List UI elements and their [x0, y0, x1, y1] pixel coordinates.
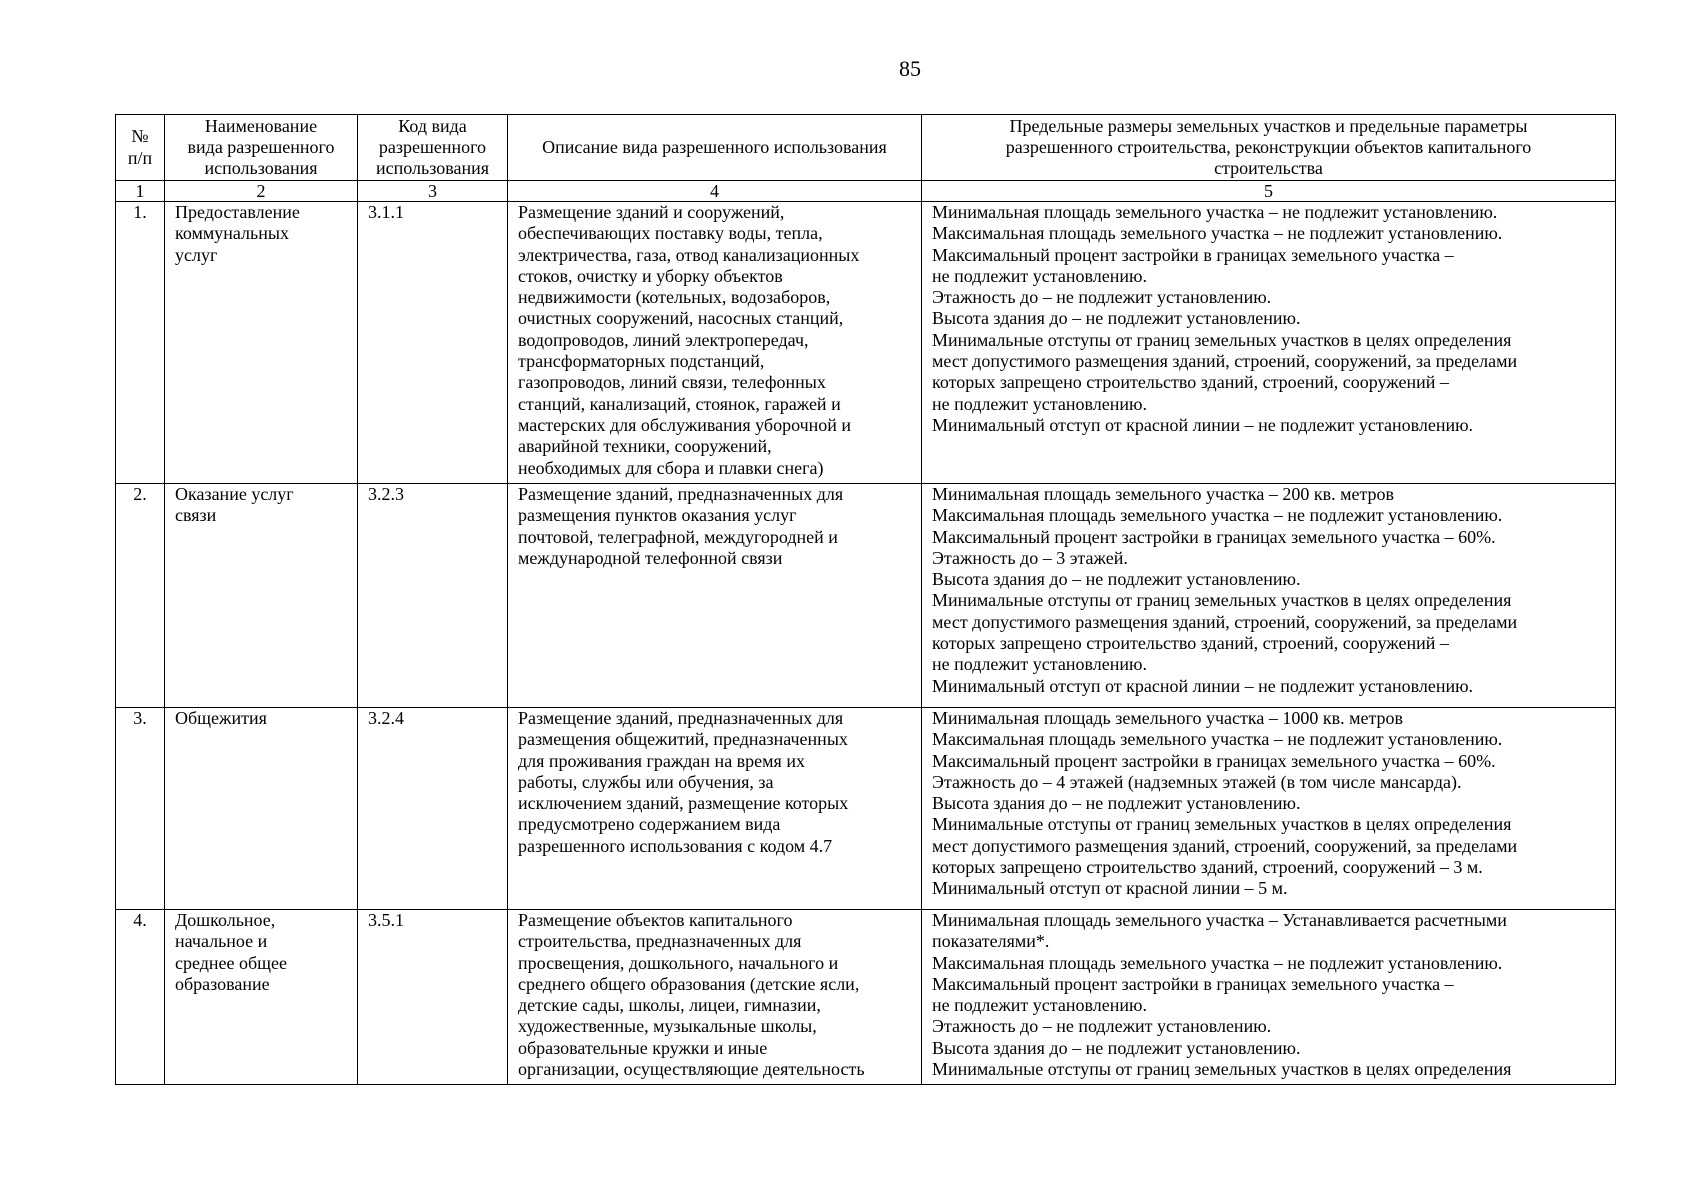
column-number: 2	[165, 181, 358, 202]
table-row	[116, 202, 1616, 484]
use-parameters: Минимальная площадь земельного участка – 1000 кв. метров Максимальная площадь земельного участка – не подлежит установлению. Максимальный процент застройки в границах земельного участка – 60%. Этажность до – 4 этажей (надземных этажей (в том числе мансарда). Высота здания до – не подлежит установлению. Минимальные отступы от границ земельных участков в целях определения мест допустимого размещения зданий, строений, сооружений, за пределами которых запрещено строительство зданий, строений, сооружений – 3 м. Минимальный отступ от красной линии – 5 м.	[922, 708, 1616, 910]
page-number: 85	[899, 56, 921, 81]
table-row	[116, 484, 1616, 708]
use-code: 3.2.3	[358, 484, 508, 708]
row-number: 2.	[116, 484, 165, 708]
table-header-row	[116, 115, 1616, 181]
use-name: Общежития	[165, 708, 358, 910]
use-parameters: Минимальная площадь земельного участка – Устанавливается расчетными показателями*. Максимальная площадь земельного участка – не подлежит установлению. Максимальный процент застройки в границах земельного участка – не подлежит установлению. Этажность до – не подлежит установлению. Высота здания до – не подлежит установлению. Минимальные отступы от границ земельных участков в целях определения	[922, 910, 1616, 1085]
use-description: Размещение объектов капитального строительства, предназначенных для просвещения, дошкольного, начального и среднего общего образования (детские ясли, детские сады, школы, лицеи, гимназии, художественные, музыкальные школы, образовательные кружки и иные организации, осуществляющие деятельность	[508, 910, 922, 1085]
header-number-col: № п/п	[116, 115, 165, 181]
use-name: Предоставление коммунальных услуг	[165, 202, 358, 484]
column-number-row	[116, 181, 1616, 202]
use-parameters: Минимальная площадь земельного участка – 200 кв. метров Максимальная площадь земельного участка – не подлежит установлению. Максимальный процент застройки в границах земельного участка – 60%. Этажность до – 3 этажей. Высота здания до – не подлежит установлению. Минимальные отступы от границ земельных участков в целях определения мест допустимого размещения зданий, строений, сооружений, за пределами которых запрещено строительство зданий, строений, сооружений – не подлежит установлению. Минимальный отступ от красной линии – не подлежит установлению.	[922, 484, 1616, 708]
header-use-code-col: Код вида разрешенного использования	[358, 115, 508, 181]
column-number: 3	[358, 181, 508, 202]
use-name: Оказание услуг связи	[165, 484, 358, 708]
row-number: 3.	[116, 708, 165, 910]
header-use-name-col: Наименование вида разрешенного использования	[165, 115, 358, 181]
use-description: Размещение зданий, предназначенных для размещения пунктов оказания услуг почтовой, телеграфной, междугородней и международной телефонной связи	[508, 484, 922, 708]
use-code: 3.1.1	[358, 202, 508, 484]
table-row	[116, 708, 1616, 910]
use-description: Размещение зданий, предназначенных для размещения общежитий, предназначенных для проживания граждан на время их работы, службы или обучения, за исключением зданий, размещение которых предусмотрено содержанием вида разрешенного использования с кодом 4.7	[508, 708, 922, 910]
use-code: 3.5.1	[358, 910, 508, 1085]
column-number: 4	[508, 181, 922, 202]
row-number: 4.	[116, 910, 165, 1085]
column-number: 1	[116, 181, 165, 202]
use-parameters: Минимальная площадь земельного участка – не подлежит установлению. Максимальная площадь земельного участка – не подлежит установлению. Максимальный процент застройки в границах земельного участка – не подлежит установлению. Этажность до – не подлежит установлению. Высота здания до – не подлежит установлению. Минимальные отступы от границ земельных участков в целях определения мест допустимого размещения зданий, строений, сооружений, за пределами которых запрещено строительство зданий, строений, сооружений – не подлежит установлению. Минимальный отступ от красной линии – не подлежит установлению.	[922, 202, 1616, 484]
header-parameters-col: Предельные размеры земельных участков и предельные параметры разрешенного строительства, реконструкции объектов капитального строительства	[922, 115, 1616, 181]
use-description: Размещение зданий и сооружений, обеспечивающих поставку воды, тепла, электричества, газа, отвод канализационных стоков, очистку и уборку объектов недвижимости (котельных, водозаборов, очистных сооружений, насосных станций, водопроводов, линий электропередач, трансформаторных подстанций, газопроводов, линий связи, телефонных станций, канализаций, стоянок, гаражей и мастерских для обслуживания уборочной и аварийной техники, сооружений, необходимых для сбора и плавки снега)	[508, 202, 922, 484]
land-use-table	[115, 114, 1616, 1085]
header-description-col: Описание вида разрешенного использования	[508, 115, 922, 181]
use-name: Дошкольное, начальное и среднее общее образование	[165, 910, 358, 1085]
use-code: 3.2.4	[358, 708, 508, 910]
row-number: 1.	[116, 202, 165, 484]
column-number: 5	[922, 181, 1616, 202]
table-row	[116, 910, 1616, 1085]
